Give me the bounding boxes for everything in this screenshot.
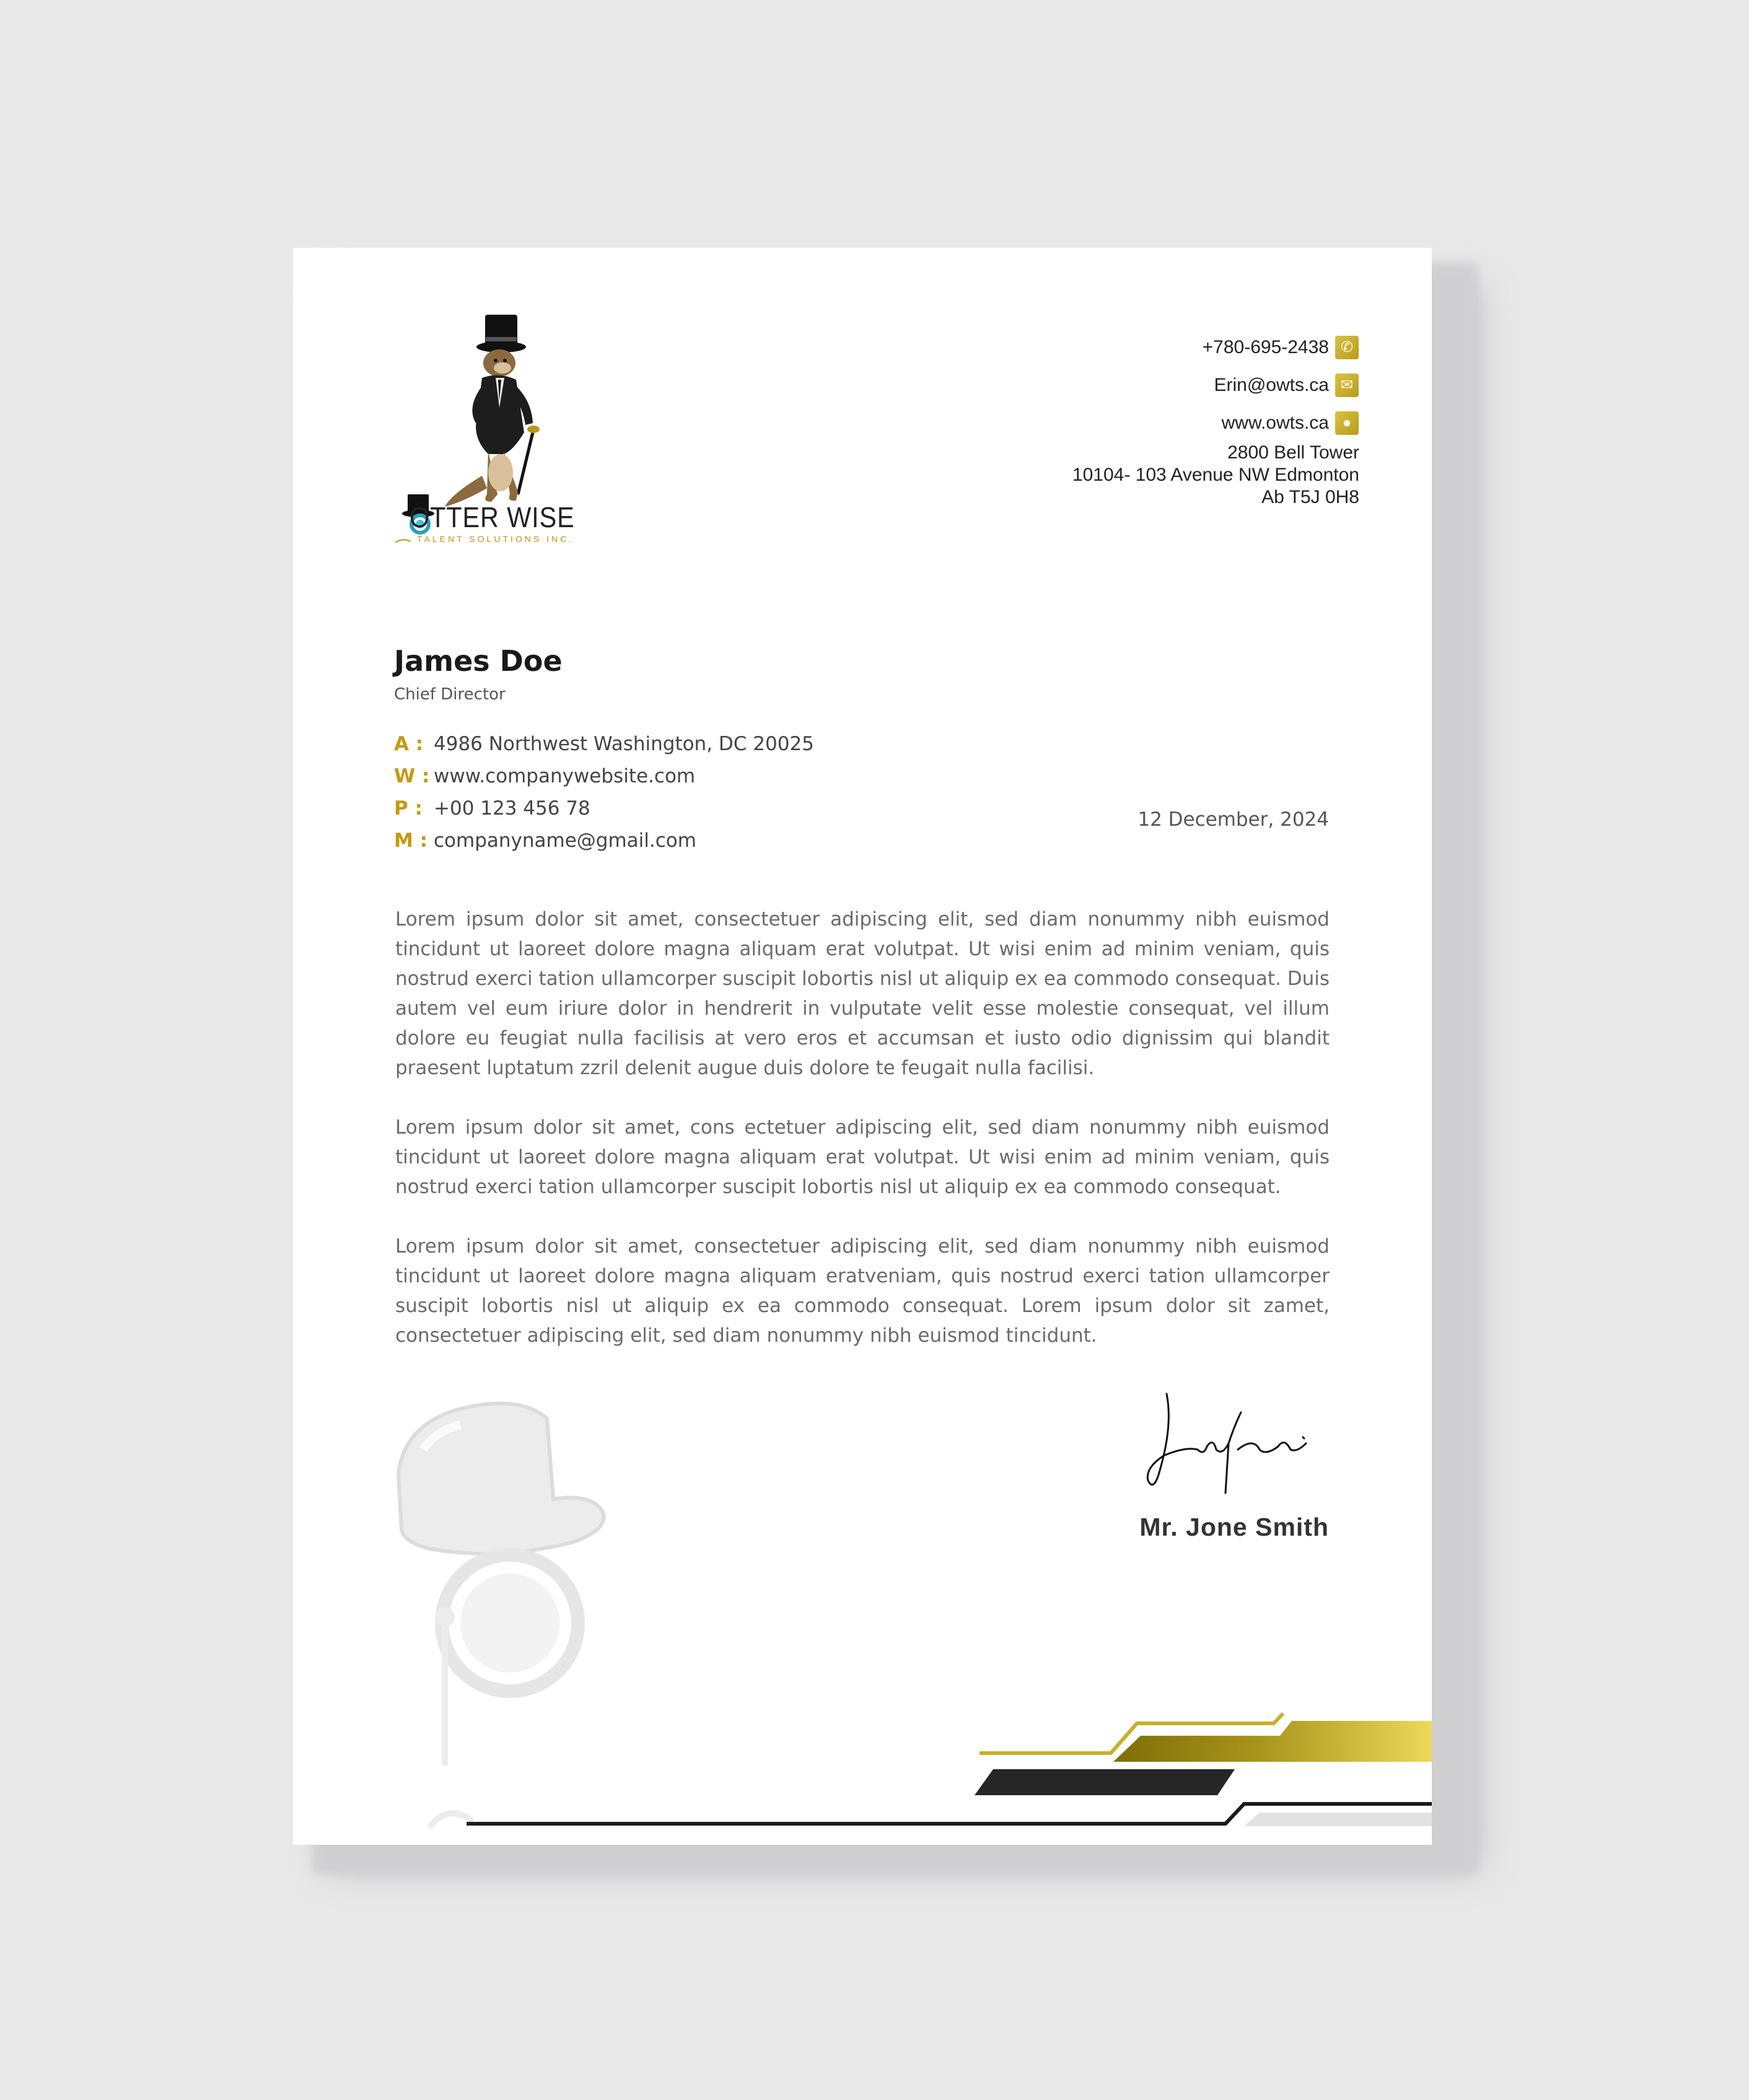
contact-phone-text: +780-695-2438	[1202, 336, 1329, 357]
address-line-3: Ab T5J 0H8	[1261, 487, 1359, 507]
mail-icon: ✉	[1335, 374, 1359, 397]
info-key: A :	[394, 733, 424, 755]
globe-icon: ●	[1335, 411, 1359, 435]
info-value: www.companywebsite.com	[434, 765, 696, 787]
phone-icon: ✆	[1335, 336, 1359, 359]
address-line-1: 2800 Bell Tower	[1227, 442, 1359, 463]
recipient-address-row	[394, 728, 814, 760]
body-paragraph-3: Lorem ipsum dolor sit amet, consectetuer adipiscing elit, sed diam nonummy nibh euismod tincidunt ut laoreet dolore magna aliquam eratveniam, quis nostrud exerci tation ullamcorper suscipit lobortis nisl ut aliquip ex ea commodo consequat. Lorem ipsum dolor sit zamet, consectetuer adipiscing elit, sed diam nonummy nibh euismod tincidunt.	[395, 1235, 1330, 1347]
logo-tagline: TALENT SOLUTIONS INC.	[417, 534, 574, 544]
contact-website-text: www.owts.ca	[1221, 412, 1329, 433]
recipient-info	[394, 728, 814, 857]
recipient-email-row	[394, 825, 814, 857]
signer-name: Mr. Jone Smith	[1139, 1513, 1329, 1541]
letterhead-sheet	[293, 248, 1432, 1845]
info-key: W :	[394, 765, 430, 787]
contact-email-text: Erin@owts.ca	[1214, 374, 1329, 395]
recipient-website-row	[394, 760, 814, 792]
handwritten-signature	[1136, 1388, 1322, 1505]
recipient-phone-row	[394, 792, 814, 825]
logo-wordmark: OTTER WISE	[410, 501, 575, 533]
letter-body	[395, 904, 1330, 1380]
address-line-2: 10104- 103 Avenue NW Edmonton	[1072, 465, 1359, 485]
sender-contact-block	[1072, 328, 1359, 509]
contact-website	[1072, 404, 1359, 442]
info-value: companyname@gmail.com	[434, 829, 696, 852]
info-value: +00 123 456 78	[434, 797, 590, 820]
info-key: P :	[394, 797, 423, 820]
info-key: M :	[394, 829, 428, 852]
footer-graphic	[293, 1691, 1432, 1845]
body-paragraph-1: Lorem ipsum dolor sit amet, consectetuer adipiscing elit, sed diam nonummy nibh euismod tincidunt ut laoreet dolore magna aliquam erat volutpat. Ut wisi enim ad minim veniam, quis nostrud exerci tation ullamcorper suscipit lobortis nisl ut aliquip ex ea commodo consequat. Duis autem vel eum iriure dolor in hendrerit in vulputate velit esse molestie consequat, vel illum dolore eu feugiat nulla facilisis at vero eros et accumsan et iusto odio dignissim qui blandit praesent luptatum zzril delenit augue duis dolore te feugait nulla facilisi.	[395, 908, 1330, 1079]
recipient-name: James Doe	[394, 644, 563, 678]
info-value: 4986 Northwest Washington, DC 20025	[434, 733, 814, 755]
body-paragraph-2: Lorem ipsum dolor sit amet, cons ectetuer adipiscing elit, sed diam nonummy nibh euismod tincidunt ut laoreet dolore magna aliquam erat volutpat. Ut wisi enim ad minim veniam, quis nostrud exerci tation ullamcorper suscipit lobortis nisl ut aliquip ex ea commodo consequat.	[395, 1116, 1330, 1198]
contact-address	[1072, 442, 1359, 509]
letter-date: 12 December, 2024	[1138, 808, 1329, 831]
contact-email	[1072, 366, 1359, 404]
recipient-title: Chief Director	[394, 685, 506, 704]
contact-phone	[1072, 328, 1359, 366]
